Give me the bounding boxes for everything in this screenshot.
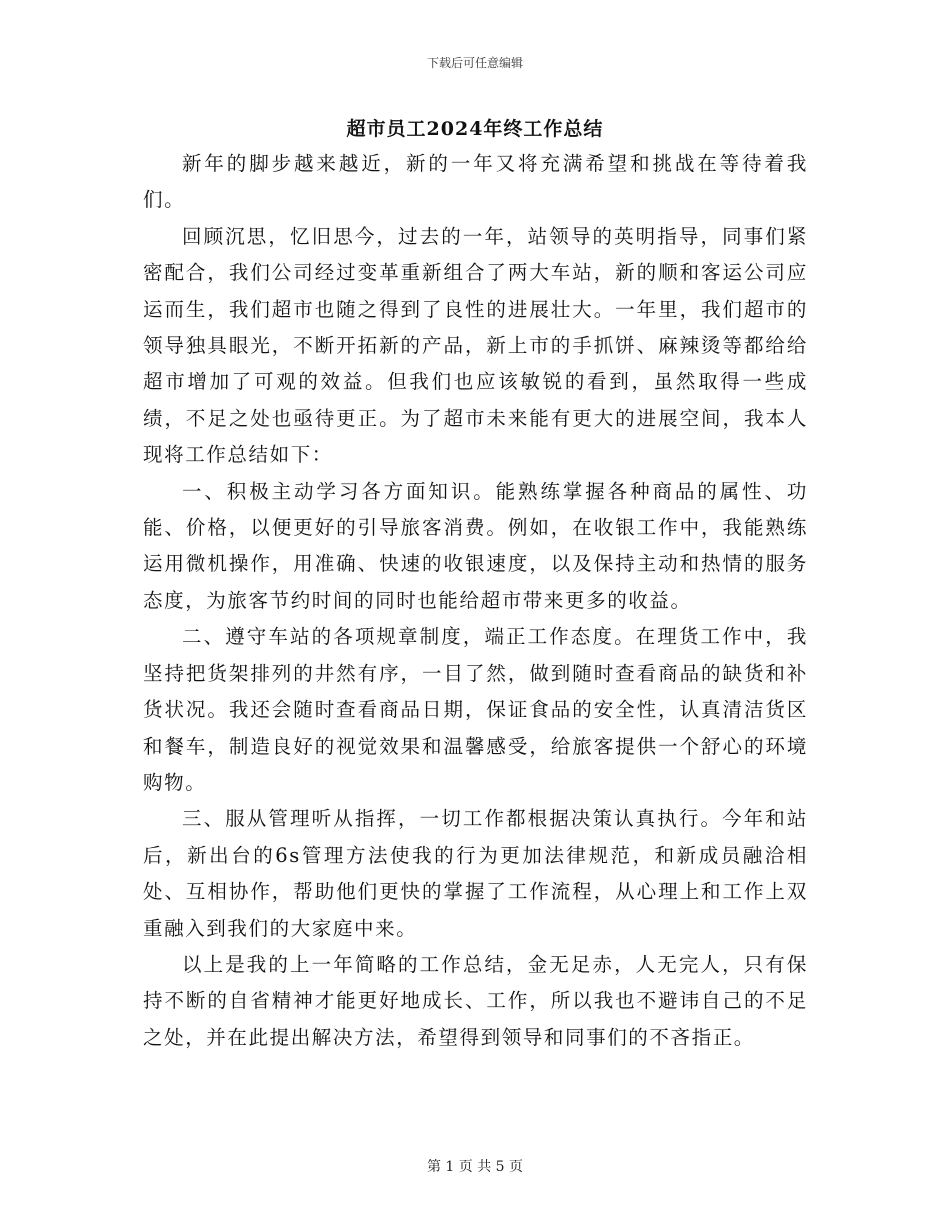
paragraph: 以上是我的上一年简略的工作总结，金无足赤，人无完人，只有保持不断的自省精神才能更好地成长、工作，所以我也不避讳自己的不足之处，并在此提出解决方法，希望得到领导和同事们的不吝指正。 [143, 952, 808, 1049]
document-body [143, 146, 808, 1056]
paragraph: 三、服从管理听从指挥，一切工作都根据决策认真执行。今年和站后，新出台的6s管理方法使我的行为更加法律规范，和新成员融洽相处、互相协作，帮助他们更快的掌握了工作流程，从心理上和工作上双重融入到我们的大家庭中来。 [143, 807, 808, 940]
paragraph: 新年的脚步越来越近，新的一年又将充满希望和挑战在等待着我们。 [143, 152, 808, 212]
paragraph: 回顾沉思，忆旧思今，过去的一年，站领导的英明指导，同事们紧密配合，我们公司经过变革重新组合了两大车站，新的顺和客运公司应运而生，我们超市也随之得到了良性的进展壮大。一年里，我们超市的领导独具眼光，不断开拓新的产品，新上市的手抓饼、麻辣烫等都给给超市增加了可观的效益。但我们也应该敏锐的看到，虽然取得一些成绩，不足之处也亟待更正。为了超市未来能有更大的进展空间，我本人现将工作总结如下： [143, 224, 808, 467]
page-number-footer: 第 1 页 共 5 页 [426, 1159, 524, 1175]
document-title: 超市员工2024年终工作总结 [346, 118, 604, 140]
paragraph: 一、积极主动学习各方面知识。能熟练掌握各种商品的属性、功能、价格，以便更好的引导旅客消费。例如，在收银工作中，我能熟练运用微机操作，用准确、快速的收银速度，以及保持主动和热情的服务态度，为旅客节约时间的同时也能给超市带来更多的收益。 [143, 479, 808, 612]
paragraph: 二、遵守车站的各项规章制度，端正工作态度。在理货工作中，我坚持把货架排列的井然有序，一目了然，做到随时查看商品的缺货和补货状况。我还会随时查看商品日期，保证食品的安全性，认真清洁货区和餐车，制造良好的视觉效果和温馨感受，给旅客提供一个舒心的环境购物。 [143, 625, 808, 794]
header-note: 下载后可任意编辑 [426, 56, 523, 70]
